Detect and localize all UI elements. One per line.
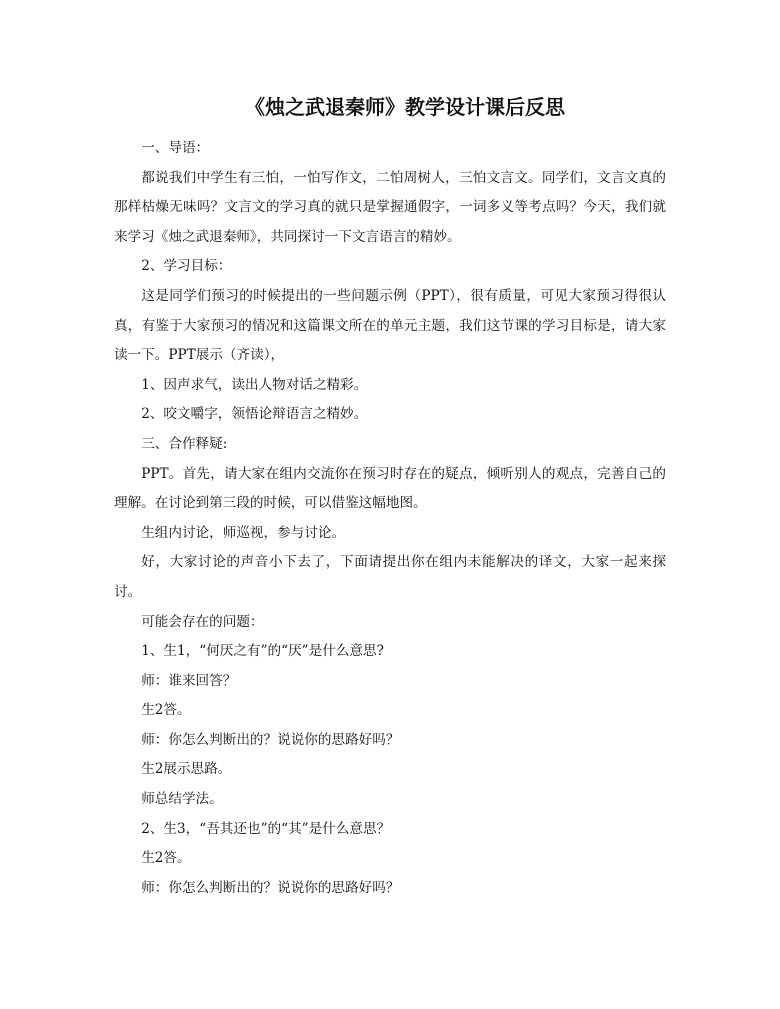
paragraph-student-answer-2: 生2答。 xyxy=(141,850,191,867)
paragraph-goal-1: 1、因声求气，读出人物对话之精彩。 xyxy=(141,376,368,393)
paragraph-question-1: 1、生1，“何厌之有”的“厌”是什么意思? xyxy=(141,643,384,660)
paragraph-student-reasoning: 生2展示思路。 xyxy=(141,761,232,778)
paragraph-cooperation-text: PPT。首先，请大家在组内交流你在预习时存在的疑点，倾听别人的观点，完善自己的理解。在讨论到第三段的时候，可以借鉴这幅地图。 xyxy=(114,465,666,512)
paragraph-group-discussion: 生组内讨论，师巡视，参与讨论。 xyxy=(141,524,346,541)
paragraph-cooperation-heading: 三、合作释疑: xyxy=(141,435,228,452)
paragraph-goals-heading: 2、学习目标： xyxy=(141,258,232,275)
paragraph-raise-questions: 好，大家讨论的声音小下去了，下面请提出你在组内未能解决的译文，大家一起来探讨。 xyxy=(114,554,666,600)
paragraph-teacher-followup-2: 师：你怎么判断出的？说说你的思路好吗？ xyxy=(141,879,400,896)
paragraph-student-answer: 生2答。 xyxy=(141,702,191,719)
paragraph-intro-heading: 一、导语： xyxy=(141,140,210,156)
paragraph-teacher-ask: 师：谁来回答？ xyxy=(141,672,237,689)
paragraph-possible-questions: 可能会存在的问题： xyxy=(141,613,264,630)
paragraph-goals-text: 这是同学们预习的时候提出的一些问题示例（PPT），很有质量，可见大家预习得很认真，有鉴于大家预习的情况和这篇课文所在的单元主题，我们这节课的学习目标是，请大家读一下。PPT展示（齐读）， xyxy=(114,287,666,364)
document-title: 《烛之武退秦师》教学设计课后反思 xyxy=(245,95,565,119)
paragraph-question-2: 2、生3，“吾其还也”的“其”是什么意思？ xyxy=(141,820,391,837)
paragraph-goal-2: 2、咬文嚼字，领悟论辩语言之精妙。 xyxy=(141,406,368,423)
paragraph-teacher-summary: 师总结学法。 xyxy=(141,791,223,808)
paragraph-teacher-followup: 师：你怎么判断出的？说说你的思路好吗？ xyxy=(141,731,400,748)
paragraph-intro-text: 都说我们中学生有三怕，一怕写作文，二怕周树人，三怕文言文。同学们，文言文真的那样枯燥无味吗？文言文的学习真的就只是掌握通假字，一词多义等考点吗？今天，我们就来学习《烛之武退秦师》，共同探讨一下文言语言的精妙。 xyxy=(114,169,666,245)
document-body xyxy=(114,134,666,903)
